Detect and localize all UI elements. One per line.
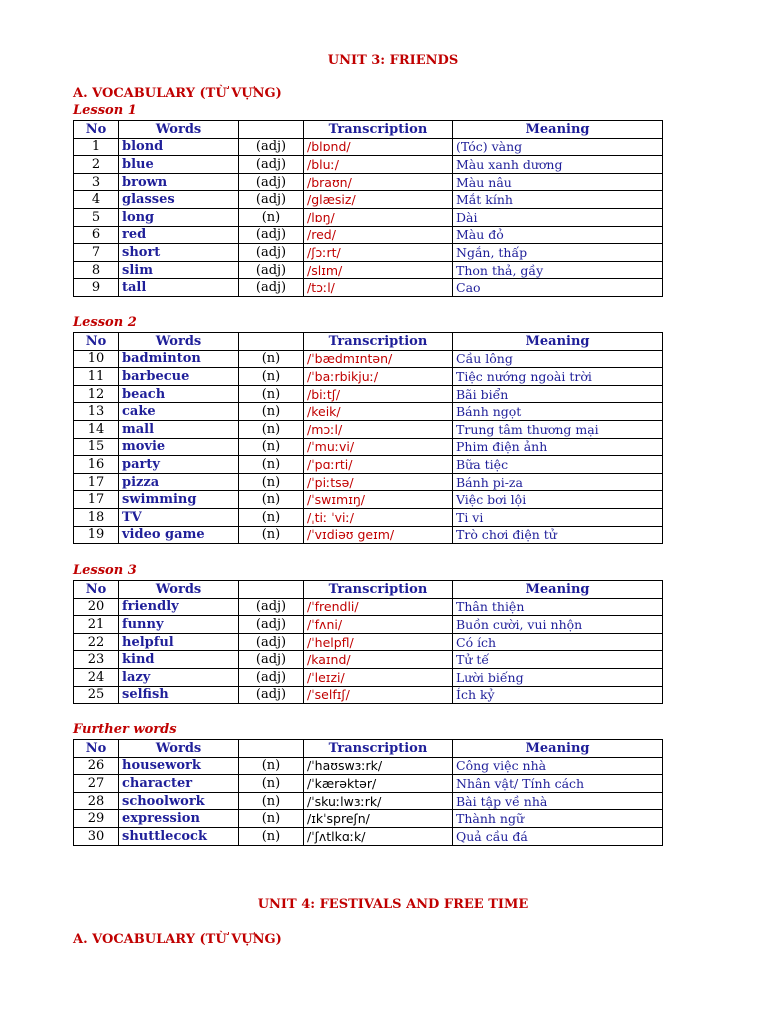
lesson-3-label: Lesson 3	[73, 563, 137, 578]
cell-transcription: /ˈleɪzi/	[304, 668, 453, 686]
cell-pos: (n)	[239, 403, 304, 421]
cell-no: 5	[74, 208, 119, 226]
cell-transcription: /ˌtiː ˈviː/	[304, 508, 453, 526]
cell-no: 17	[74, 491, 119, 509]
table-row	[74, 757, 663, 775]
further-words-table	[73, 739, 663, 846]
table-row	[74, 226, 663, 244]
lesson-3-table	[73, 580, 663, 704]
cell-pos: (n)	[239, 491, 304, 509]
cell-word: video game	[119, 526, 239, 544]
header-pos	[239, 581, 304, 599]
header-meaning: Meaning	[453, 333, 663, 351]
cell-transcription: /ˈbaːrbikjuː/	[304, 368, 453, 386]
table-row	[74, 775, 663, 793]
cell-no: 16	[74, 456, 119, 474]
header-no: No	[74, 740, 119, 758]
cell-meaning: Cầu lông	[453, 350, 663, 368]
table-row	[74, 420, 663, 438]
cell-pos: (n)	[239, 792, 304, 810]
cell-word: swimming	[119, 491, 239, 509]
cell-transcription: /ˈbædmɪntən/	[304, 350, 453, 368]
cell-transcription: /ˈpɑːrti/	[304, 456, 453, 474]
cell-pos: (n)	[239, 810, 304, 828]
lesson-2-table	[73, 332, 663, 544]
cell-pos: (adj)	[239, 651, 304, 669]
table-row	[74, 473, 663, 491]
cell-word: badminton	[119, 350, 239, 368]
cell-no: 13	[74, 403, 119, 421]
table-row	[74, 403, 663, 421]
header-transcription: Transcription	[304, 581, 453, 599]
table-row	[74, 616, 663, 634]
table-row	[74, 526, 663, 544]
cell-transcription: /keik/	[304, 403, 453, 421]
cell-transcription: /braʊn/	[304, 173, 453, 191]
cell-no: 3	[74, 173, 119, 191]
cell-word: slim	[119, 261, 239, 279]
cell-word: red	[119, 226, 239, 244]
header-transcription: Transcription	[304, 333, 453, 351]
cell-transcription: /ˈswɪmɪŋ/	[304, 491, 453, 509]
cell-meaning: Màu đỏ	[453, 226, 663, 244]
table-row	[74, 792, 663, 810]
cell-word: kind	[119, 651, 239, 669]
table-header-row	[74, 333, 663, 351]
header-transcription: Transcription	[304, 121, 453, 139]
cell-no: 1	[74, 138, 119, 156]
header-meaning: Meaning	[453, 581, 663, 599]
cell-transcription: /bluː/	[304, 156, 453, 174]
cell-meaning: Lười biếng	[453, 668, 663, 686]
cell-pos: (adj)	[239, 616, 304, 634]
cell-no: 26	[74, 757, 119, 775]
table-row	[74, 508, 663, 526]
table-header-row	[74, 740, 663, 758]
cell-meaning: Bánh pi-za	[453, 473, 663, 491]
cell-word: blue	[119, 156, 239, 174]
table-row	[74, 827, 663, 845]
cell-meaning: Màu nâu	[453, 173, 663, 191]
cell-no: 20	[74, 598, 119, 616]
header-pos	[239, 333, 304, 351]
cell-transcription: /mɔːl/	[304, 420, 453, 438]
table-row	[74, 651, 663, 669]
cell-pos: (n)	[239, 385, 304, 403]
cell-word: expression	[119, 810, 239, 828]
table-row	[74, 350, 663, 368]
cell-pos: (adj)	[239, 633, 304, 651]
cell-word: barbecue	[119, 368, 239, 386]
cell-meaning: Buồn cười, vui nhộn	[453, 616, 663, 634]
cell-transcription: /biːtʃ/	[304, 385, 453, 403]
cell-meaning: Màu xanh dương	[453, 156, 663, 174]
cell-meaning: (Tóc) vàng	[453, 138, 663, 156]
cell-meaning: Phim điện ảnh	[453, 438, 663, 456]
unit4-title: UNIT 4: FESTIVALS AND FREE TIME	[257, 897, 529, 912]
table-row	[74, 456, 663, 474]
cell-word: lazy	[119, 668, 239, 686]
cell-meaning: Công việc nhà	[453, 757, 663, 775]
table-row	[74, 491, 663, 509]
cell-transcription: /ˈhelpfl/	[304, 633, 453, 651]
cell-word: friendly	[119, 598, 239, 616]
cell-transcription: /ˈvɪdiəʊ geɪm/	[304, 526, 453, 544]
cell-pos: (adj)	[239, 261, 304, 279]
cell-no: 12	[74, 385, 119, 403]
cell-transcription: /slɪm/	[304, 261, 453, 279]
cell-pos: (n)	[239, 775, 304, 793]
header-meaning: Meaning	[453, 121, 663, 139]
cell-pos: (n)	[239, 350, 304, 368]
cell-transcription: /ˈskuːlwɜːrk/	[304, 792, 453, 810]
cell-meaning: Thon thả, gầy	[453, 261, 663, 279]
cell-transcription: /ˈselfɪʃ/	[304, 686, 453, 704]
cell-no: 18	[74, 508, 119, 526]
cell-transcription: /ˈfrendli/	[304, 598, 453, 616]
cell-pos: (adj)	[239, 138, 304, 156]
cell-transcription: /blɒnd/	[304, 138, 453, 156]
cell-meaning: Dài	[453, 208, 663, 226]
cell-transcription: /ˈpiːtsə/	[304, 473, 453, 491]
header-transcription: Transcription	[304, 740, 453, 758]
cell-meaning: Có ích	[453, 633, 663, 651]
lesson-1-table	[73, 120, 663, 297]
cell-no: 17	[74, 473, 119, 491]
cell-meaning: Ti vi	[453, 508, 663, 526]
cell-word: character	[119, 775, 239, 793]
cell-meaning: Quả cầu đá	[453, 827, 663, 845]
cell-no: 24	[74, 668, 119, 686]
cell-meaning: Bãi biển	[453, 385, 663, 403]
header-meaning: Meaning	[453, 740, 663, 758]
cell-meaning: Việc bơi lội	[453, 491, 663, 509]
cell-no: 19	[74, 526, 119, 544]
unit3-title: UNIT 3: FRIENDS	[327, 53, 459, 68]
header-no: No	[74, 121, 119, 139]
cell-no: 8	[74, 261, 119, 279]
table-row	[74, 191, 663, 209]
cell-no: 2	[74, 156, 119, 174]
cell-transcription: /ˈhaʊswɜːrk/	[304, 757, 453, 775]
cell-no: 11	[74, 368, 119, 386]
cell-meaning: Bánh ngọt	[453, 403, 663, 421]
cell-no: 23	[74, 651, 119, 669]
header-pos	[239, 740, 304, 758]
cell-no: 15	[74, 438, 119, 456]
cell-word: cake	[119, 403, 239, 421]
cell-transcription: /red/	[304, 226, 453, 244]
table-row	[74, 633, 663, 651]
cell-pos: (adj)	[239, 226, 304, 244]
cell-word: funny	[119, 616, 239, 634]
table-row	[74, 208, 663, 226]
cell-no: 10	[74, 350, 119, 368]
cell-no: 22	[74, 633, 119, 651]
cell-meaning: Mắt kính	[453, 191, 663, 209]
cell-meaning: Trò chơi điện tử	[453, 526, 663, 544]
cell-word: beach	[119, 385, 239, 403]
cell-meaning: Ngắn, thấp	[453, 244, 663, 262]
cell-pos: (n)	[239, 508, 304, 526]
cell-transcription: /lɒŋ/	[304, 208, 453, 226]
cell-word: long	[119, 208, 239, 226]
cell-pos: (n)	[239, 473, 304, 491]
cell-transcription: /ʃɔːrt/	[304, 244, 453, 262]
cell-pos: (n)	[239, 368, 304, 386]
cell-pos: (adj)	[239, 173, 304, 191]
cell-no: 21	[74, 616, 119, 634]
further-words-label: Further words	[73, 722, 177, 737]
cell-meaning: Cao	[453, 279, 663, 297]
unit4-section-highlight: A. VOCABULARY (TỪ VỰNG)	[73, 932, 282, 947]
table-row	[74, 598, 663, 616]
lesson-2-label: Lesson 2	[73, 315, 137, 330]
table-row	[74, 244, 663, 262]
cell-word: blond	[119, 138, 239, 156]
cell-word: selfish	[119, 686, 239, 704]
cell-transcription: /tɔːl/	[304, 279, 453, 297]
cell-word: pizza	[119, 473, 239, 491]
cell-meaning: Thân thiện	[453, 598, 663, 616]
table-header-row	[74, 581, 663, 599]
cell-meaning: Nhân vật/ Tính cách	[453, 775, 663, 793]
header-words: Words	[119, 740, 239, 758]
cell-pos: (adj)	[239, 686, 304, 704]
table-header-row	[74, 121, 663, 139]
cell-pos: (n)	[239, 526, 304, 544]
cell-meaning: Tử tế	[453, 651, 663, 669]
table-row	[74, 138, 663, 156]
cell-pos: (adj)	[239, 279, 304, 297]
cell-meaning: Bữa tiệc	[453, 456, 663, 474]
header-no: No	[74, 581, 119, 599]
header-words: Words	[119, 581, 239, 599]
cell-word: mall	[119, 420, 239, 438]
table-row	[74, 385, 663, 403]
cell-no: 25	[74, 686, 119, 704]
cell-pos: (adj)	[239, 244, 304, 262]
cell-no: 27	[74, 775, 119, 793]
cell-pos: (n)	[239, 456, 304, 474]
cell-meaning: Tiệc nướng ngoài trời	[453, 368, 663, 386]
table-row	[74, 173, 663, 191]
cell-word: shuttlecock	[119, 827, 239, 845]
header-words: Words	[119, 121, 239, 139]
cell-meaning: Ích kỷ	[453, 686, 663, 704]
table-row	[74, 156, 663, 174]
header-words: Words	[119, 333, 239, 351]
header-no: No	[74, 333, 119, 351]
table-row	[74, 261, 663, 279]
unit4-section-title	[73, 932, 282, 947]
cell-pos: (n)	[239, 208, 304, 226]
cell-word: helpful	[119, 633, 239, 651]
table-row	[74, 368, 663, 386]
table-row	[74, 438, 663, 456]
cell-meaning: Trung tâm thương mại	[453, 420, 663, 438]
lesson-1-label: Lesson 1	[73, 103, 137, 118]
cell-word: short	[119, 244, 239, 262]
table-row	[74, 279, 663, 297]
cell-pos: (adj)	[239, 668, 304, 686]
cell-pos: (n)	[239, 827, 304, 845]
unit3-section-title: A. VOCABULARY (TỪ VỰNG)	[73, 86, 282, 101]
cell-transcription: /ˈʃʌtlkɑːk/	[304, 827, 453, 845]
cell-no: 29	[74, 810, 119, 828]
header-pos	[239, 121, 304, 139]
cell-pos: (n)	[239, 420, 304, 438]
cell-no: 6	[74, 226, 119, 244]
cell-word: movie	[119, 438, 239, 456]
cell-transcription: /ˈmuːvi/	[304, 438, 453, 456]
cell-word: housework	[119, 757, 239, 775]
cell-meaning: Bài tập về nhà	[453, 792, 663, 810]
cell-word: TV	[119, 508, 239, 526]
cell-pos: (n)	[239, 438, 304, 456]
cell-pos: (adj)	[239, 156, 304, 174]
cell-word: party	[119, 456, 239, 474]
cell-transcription: /ˈkærəktər/	[304, 775, 453, 793]
cell-no: 30	[74, 827, 119, 845]
cell-transcription: /glæsiz/	[304, 191, 453, 209]
cell-pos: (n)	[239, 757, 304, 775]
cell-no: 28	[74, 792, 119, 810]
table-row	[74, 668, 663, 686]
table-row	[74, 810, 663, 828]
cell-meaning: Thành ngữ	[453, 810, 663, 828]
cell-pos: (adj)	[239, 598, 304, 616]
cell-word: brown	[119, 173, 239, 191]
cell-word: glasses	[119, 191, 239, 209]
cell-no: 9	[74, 279, 119, 297]
cell-word: tall	[119, 279, 239, 297]
cell-transcription: /kaɪnd/	[304, 651, 453, 669]
cell-transcription: /ɪkˈspreʃn/	[304, 810, 453, 828]
cell-transcription: /ˈfʌni/	[304, 616, 453, 634]
table-row	[74, 686, 663, 704]
cell-word: schoolwork	[119, 792, 239, 810]
cell-no: 7	[74, 244, 119, 262]
cell-pos: (adj)	[239, 191, 304, 209]
cell-no: 14	[74, 420, 119, 438]
cell-no: 4	[74, 191, 119, 209]
